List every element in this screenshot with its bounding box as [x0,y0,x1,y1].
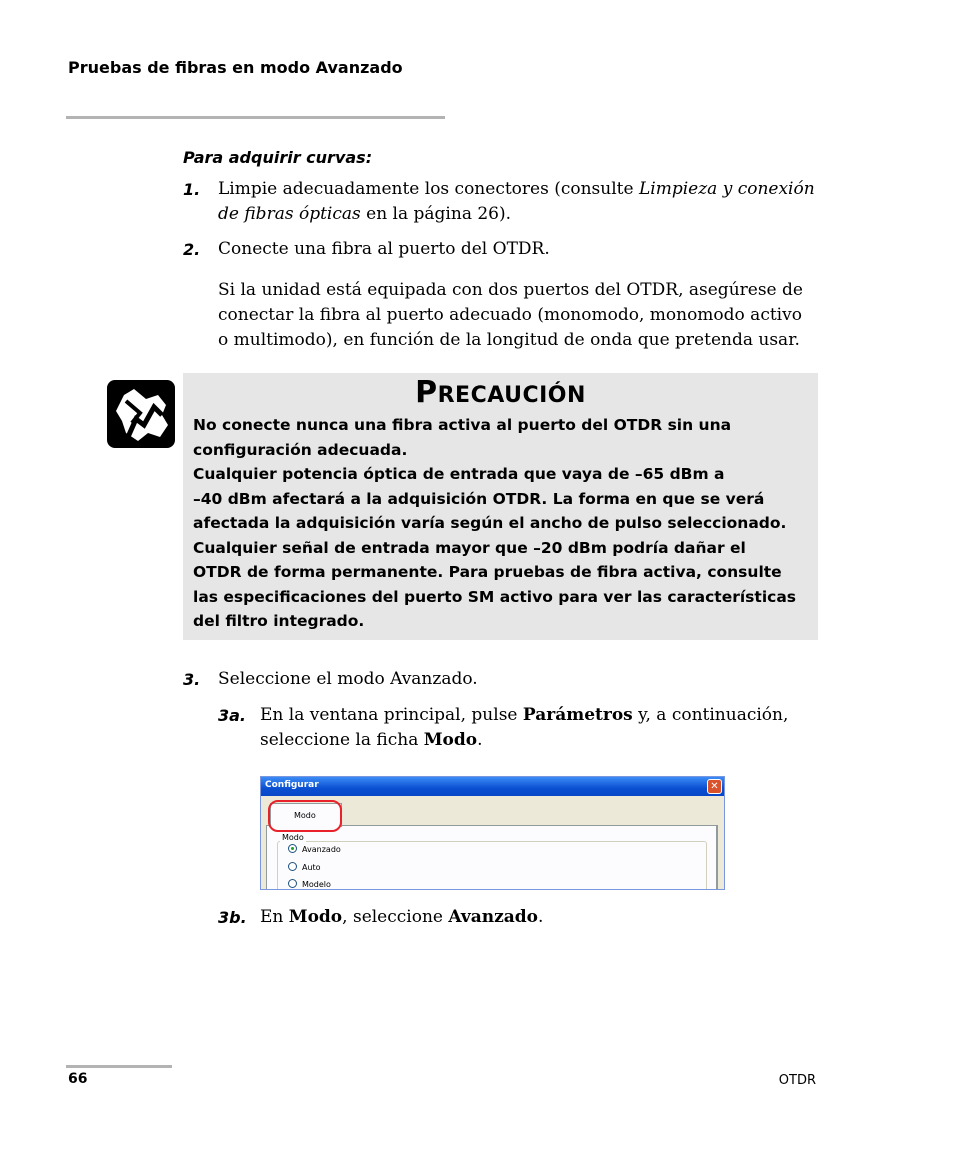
step-number-2: 2. [183,240,201,259]
step-text-3: Seleccione el modo Avanzado. [218,669,478,689]
caution-hand-icon [106,379,176,449]
footer-rule [66,1065,172,1068]
step-text-1: Limpie adecuadamente los conectores (consulte Limpieza y conexión de fibras ópticas en la página 26). [218,179,815,224]
dialog-titlebar [261,777,724,796]
radio-icon [288,862,297,871]
step-detail-2: Si la unidad está equipada con dos puertos del OTDR, asegúrese de conectar la fibra al puerto adecuado (monomodo, monomodo activo o multimodo), en función de la longitud de onda que pretenda usar. [218,280,803,350]
page-number: 66 [68,1071,88,1087]
tab-modo[interactable]: Modo [270,803,342,827]
substep-number-3b: 3b. [218,908,247,927]
radio-selected-icon [288,844,297,853]
configurar-dialog-screenshot [260,776,725,890]
radio-auto[interactable]: Auto [288,862,321,872]
modo-groupbox [277,841,707,890]
step-number-1: 1. [183,180,201,199]
procedure-title: Para adquirir curvas: [183,148,373,167]
caution-box [183,373,818,640]
running-header: Pruebas de fibras en modo Avanzado [68,58,403,77]
modo-group-label: Modo [282,833,304,842]
caution-title: PRECAUCIÓN [415,375,586,410]
close-icon[interactable]: ✕ [707,779,722,794]
caution-text: No conecte nunca una fibra activa al puerto del OTDR sin una configuración adecuada. Cualquier potencia óptica de entrada que vaya de –65 dBm a –40 dBm afectará a la adquisición OTDR. La forma en que se verá afectada la adquisición varía según el ancho de pulso seleccionado. Cualquier señal de entrada mayor que –20 dBm podría dañar el OTDR de forma permanente. Para pruebas de fibra activa, consulte las especificaciones del puerto SM activo para ver las características del filtro integrado. [193,416,797,630]
substep-text-3a: En la ventana principal, pulse Parámetros y, a continuación, seleccione la ficha Modo. [260,705,789,750]
substep-text-3b: En Modo, seleccione Avanzado. [260,907,544,927]
radio-modelo[interactable]: Modelo [288,879,331,889]
panel-edge [717,825,718,890]
product-name: OTDR [778,1073,816,1088]
radio-avanzado[interactable]: Avanzado [288,844,341,854]
step-number-3: 3. [183,670,201,689]
tab-highlight-circle [268,800,342,832]
header-rule [66,116,445,119]
substep-number-3a: 3a. [218,706,247,725]
dialog-title: Configurar [265,780,319,790]
radio-icon [288,879,297,888]
step-text-2: Conecte una fibra al puerto del OTDR. [218,239,550,259]
